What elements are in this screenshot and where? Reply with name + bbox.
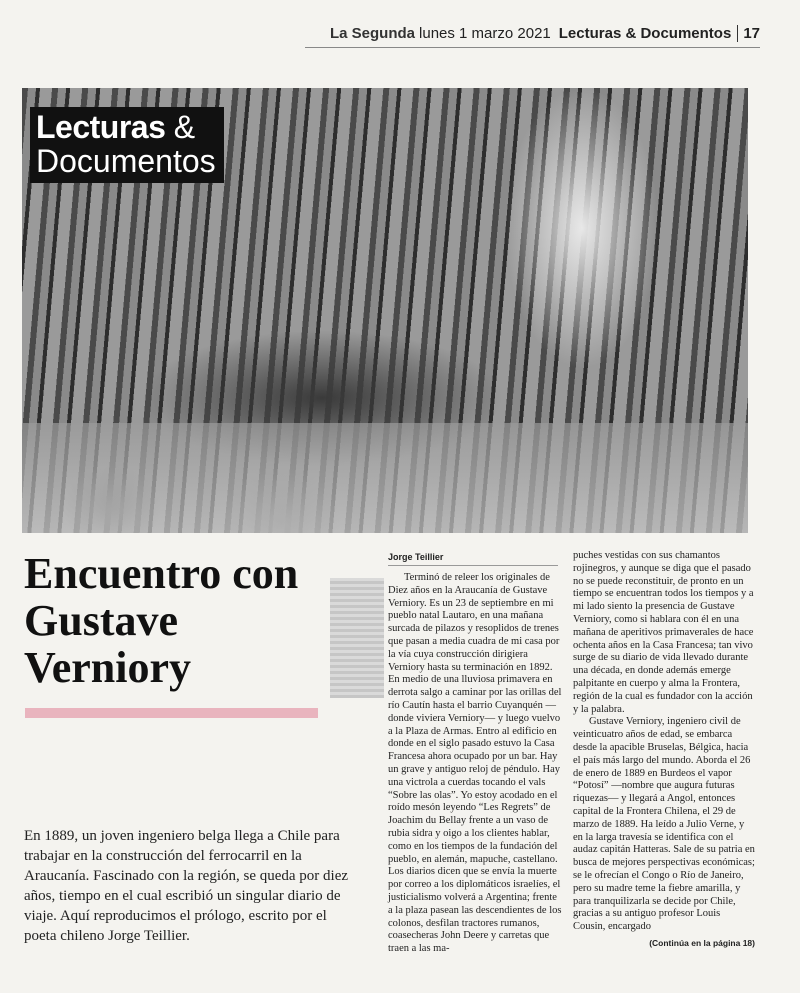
byline-rule (388, 565, 558, 566)
article-intro: En 1889, un joven ingeniero belga llega a Chile para trabajar en la construcción del ferrocarril en la Araucanía. Fascinado con la región, se queda por diez años, tiempo en el cual escribió un singular diario de viaje. Aquí reproducimos el prólogo, escrito por el poeta chileno Jorge Teillier. (24, 828, 349, 944)
text-column-2 (573, 550, 755, 949)
drop-cap-t (330, 578, 384, 698)
badge-word-2: Documentos (36, 143, 216, 179)
badge-ampersand: & (173, 109, 195, 145)
text-column-1 (388, 572, 564, 956)
newspaper-brand: La Segunda (330, 24, 416, 42)
issue-date: lunes 1 marzo 2021 (419, 24, 551, 42)
body-paragraph: Terminó de releer los originales de Diez años en la Araucanía de Gustave Verniory. Es un 23 de septiembre en mi pueblo natal Lautaro, en una mañana surcada de pilazos y resoplidos de trenes que pasan a media cuadra de mi casa por la vía cuya construcción dirigiera Verniory hasta su terminación en 1892. En medio de una lluviosa primavera en derrota salgo a caminar por las orillas del río Cautín hasta el barrio Cuyanquén —donde viviera Verniory— y luego vuelvo a la Plaza de Armas. Entro al edificio en donde en el siglo pasado estuvo la Casa Francesa ahora ocupado por un bar. Hay un grave y antiguo reloj de péndulo. Hay una victrola a cuerdas tocando el vals “Sobre las olas”. Yo estoy acodado en el roído mesón leyendo “Les Regrets” de Joachim du Bellay frente a un vaso de rubia sidra y oigo a los clientes hablar, como en los tiempos de la fundación del pueblo, en alemán, mapuche, castellano. Los diarios dicen que se envía la muerte por correo a los diplomáticos israelíes, el justicialismo volverá a Argentina; frente a la plaza pasean las descendientes de los colonos, desfilan tractores rumanos, coasecheras John Deere y carretas que traen a las ma- (388, 572, 562, 955)
page-header (300, 22, 760, 44)
header-rule (305, 47, 760, 48)
body-paragraph: Gustave Verniory, ingeniero civil de veinticuatro años de edad, se embarca desde la apacible Bruselas, Bélgica, hacia el país más largo del mundo. Aborda el 26 de enero de 1889 en Burdeos el vapor “Potosí” —nombre que augura futuras riquezas— y llegará a Angol, entonces capital de la Frontera Chilena, el 29 de marzo de 1889. Ha leído a Julio Verne, y en la larga travesía se identifica con el audaz capitán Hatteras. Sale de su patria en busca de mejores perspectivas económicas; se le ofrecían el Congo o Río de Janeiro, pero su madre teme la fiebre amarilla, y para tranquilizarla se decide por Chile, gracias a su antiguo profesor Louis Cousin, encargado (573, 716, 755, 933)
article-title: Encuentro con Gustave Verniory (24, 549, 299, 692)
section-name: Lecturas & Documentos (559, 25, 739, 42)
continuation-note: (Continúa en la página 18) (649, 937, 755, 948)
accent-bar (25, 708, 318, 718)
page-number: 17 (743, 24, 760, 42)
body-paragraph: puches vestidas con sus chamantos rojinegros, y aunque se diga que el pasado no se puede reconstituir, de pronto en un tiempo se encuentran todos los tiempos y a mi lado siento la presencia de Gustave Verniory, como si hablara con él en una mañana de aperitivos primaverales de hace ochenta años en la Casa Francesa; tan vivo surge de su diario de vida llevado durante una década, en donde además emerge palpitante en cuerpo y alma la Frontera, región de la cual es fundador con la acción y la palabra. (573, 550, 754, 715)
section-badge (30, 107, 224, 183)
badge-word-1: Lecturas (36, 109, 166, 145)
author-byline: Jorge Teillier (388, 552, 444, 562)
